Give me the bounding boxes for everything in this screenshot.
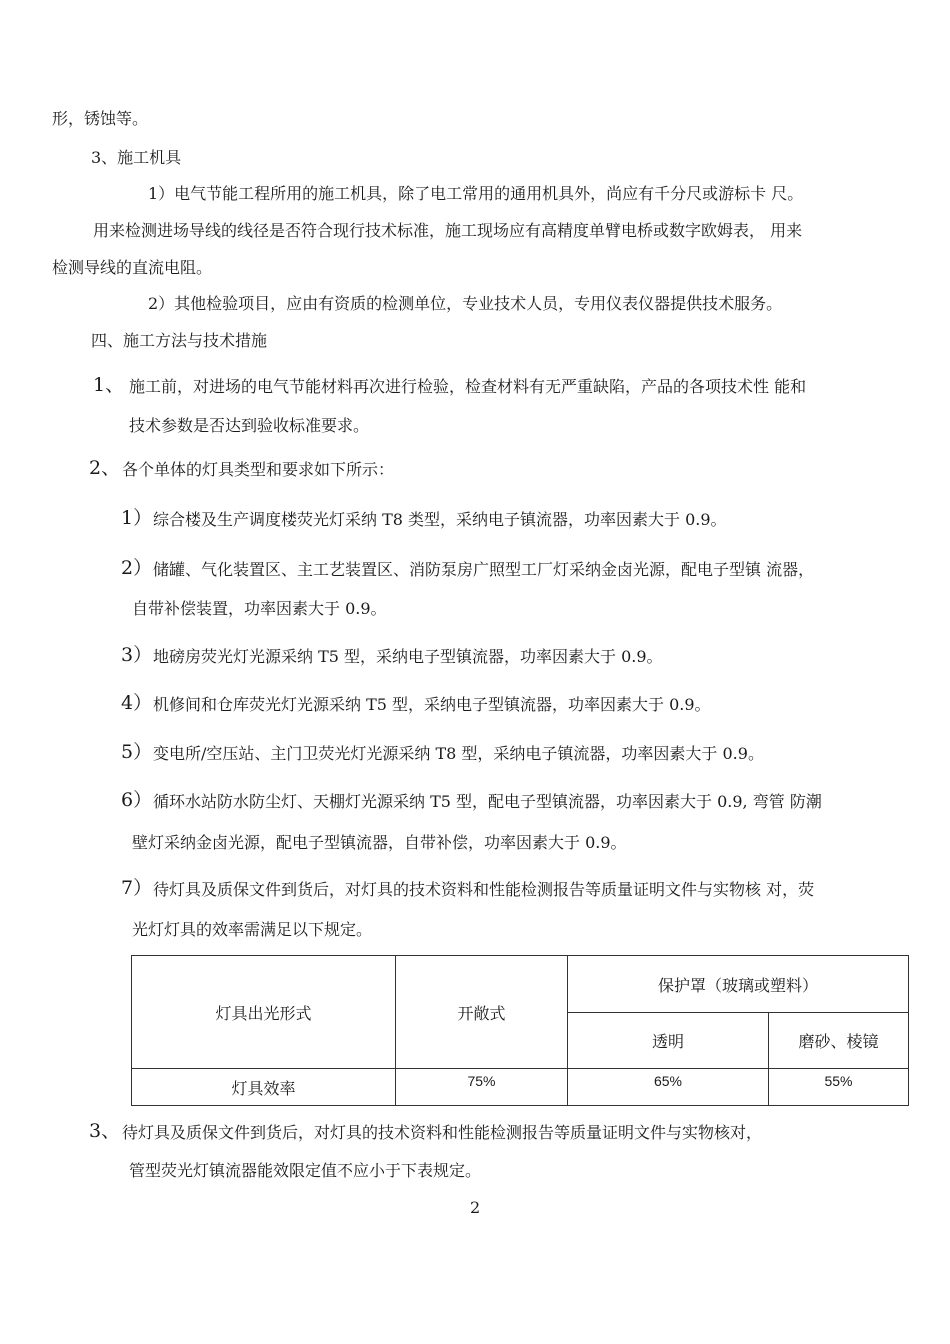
text-line: 技术参数是否达到验收标准要求。 [129, 416, 370, 435]
table-cell-open: 75% [396, 1069, 568, 1106]
text-line: 用来检测进场导线的线径是否符合现行技术标准，施工现场应有高精度单臂电桥或数字欧姆表， 用来 [93, 221, 803, 240]
table-header-cover: 保护罩（玻璃或塑料） [568, 956, 909, 1013]
list-item-marker: 5） [121, 741, 153, 763]
list-item: 变电所/空压站、主门卫荧光灯光源采纳 T8 型，采纳电子镇流器，功率因素大于 0.9。 [153, 744, 764, 763]
list-item: 机修间和仓库荧光灯光源采纳 T5 型，采纳电子型镇流器，功率因素大于 0.9。 [153, 695, 711, 714]
text-line: 待灯具及质保文件到货后，对灯具的技术资料和性能检测报告等质量证明文件与实物核对， [122, 1123, 763, 1142]
list-item-marker: 7） [121, 877, 153, 899]
luminaire-efficiency-table [131, 955, 909, 1106]
table-header-clear: 透明 [568, 1013, 769, 1069]
list-item-marker: 3） [121, 644, 153, 666]
text-line: 施工前，对进场的电气节能材料再次进行检验，检查材料有无严重缺陷，产品的各项技术性 能和 [129, 377, 807, 396]
list-item-marker: 1） [121, 507, 153, 529]
numbered-item-marker: 3、 [89, 1120, 121, 1142]
list-item-marker: 2） [121, 557, 153, 579]
table-cell-frost: 55% [769, 1069, 909, 1106]
table-header-frost: 磨砂、棱镜 [769, 1013, 909, 1069]
list-item: 自带补偿装置，功率因素大于 0.9。 [132, 599, 387, 618]
list-item: 光灯灯具的效率需满足以下规定。 [132, 920, 373, 939]
list-item: 循环水站防水防尘灯、天棚灯光源采纳 T5 型，配电子型镇流器，功率因素大于 0.9, 弯管 防潮 [153, 792, 822, 811]
numbered-item-marker: 2、 [89, 457, 121, 479]
text-line: 2）其他检验项目，应由有资质的检测单位，专业技术人员，专用仪表仪器提供技术服务。 [148, 294, 783, 313]
table-header-open: 开敞式 [396, 956, 568, 1069]
list-item: 壁灯采纳金卤光源，配电子型镇流器，自带补偿，功率因素大于 0.9。 [132, 833, 627, 852]
text-line: 各个单体的灯具类型和要求如下所示： [122, 460, 395, 479]
list-item: 储罐、气化装置区、主工艺装置区、消防泵房广照型工厂灯采纳金卤光源，配电子型镇 流器， [153, 560, 815, 579]
text-line: 形，锈蚀等。 [52, 109, 149, 128]
table-cell-clear: 65% [568, 1069, 769, 1106]
table-header-form: 灯具出光形式 [132, 956, 396, 1069]
section-heading: 3、施工机具 [91, 148, 182, 167]
list-item: 待灯具及质保文件到货后，对灯具的技术资料和性能检测报告等质量证明文件与实物核 对，荧 [153, 880, 815, 899]
numbered-item-marker: 1、 [93, 374, 125, 396]
text-line: 管型荧光灯镇流器能效限定值不应小于下表规定。 [129, 1161, 482, 1180]
text-line: 检测导线的直流电阻。 [52, 258, 213, 277]
page-number: 2 [470, 1198, 481, 1217]
text-line: 1）电气节能工程所用的施工机具，除了电工常用的通用机具外，尚应有千分尺或游标卡 尺。 [148, 184, 804, 203]
table-row [132, 1069, 909, 1106]
table-row-label: 灯具效率 [132, 1069, 396, 1106]
list-item-marker: 4） [121, 692, 153, 714]
list-item-marker: 6） [121, 789, 153, 811]
list-item: 地磅房荧光灯光源采纳 T5 型，采纳电子型镇流器，功率因素大于 0.9。 [153, 647, 663, 666]
section-heading: 四、施工方法与技术措施 [91, 331, 268, 350]
list-item: 综合楼及生产调度楼荧光灯采纳 T8 类型，采纳电子镇流器，功率因素大于 0.9。 [153, 510, 727, 529]
